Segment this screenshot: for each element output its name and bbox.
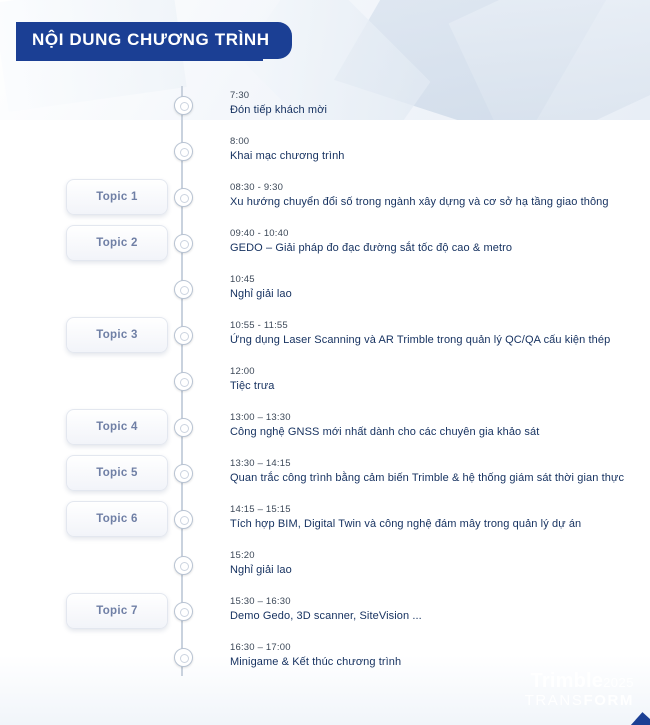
entry-description: Quan trắc công trình bằng cảm biến Trimble & hệ thống giám sát thời gian thực: [230, 472, 625, 484]
title-underline: [16, 59, 262, 61]
timeline-entry: [230, 596, 630, 624]
entry-time: 13:00 – 13:30: [230, 412, 291, 423]
timeline-entry: [230, 182, 630, 210]
entry-time: 16:30 – 17:00: [230, 642, 291, 653]
timeline-node-icon: [174, 188, 193, 207]
timeline-entry: [230, 320, 630, 348]
entry-time: 08:30 - 9:30: [230, 182, 284, 193]
timeline-node-icon: [174, 418, 193, 437]
timeline-row: [0, 314, 650, 358]
corner-stripe-blue: [422, 712, 650, 725]
timeline-entry: [230, 642, 630, 670]
timeline-row: [0, 130, 650, 174]
logo-brand-line: [525, 671, 634, 692]
trimble-logo: [525, 671, 634, 709]
timeline-node-icon: [174, 556, 193, 575]
entry-time: 14:15 – 15:15: [230, 504, 291, 515]
topic-badge[interactable]: Topic 5: [66, 455, 168, 491]
timeline-node-icon: [174, 648, 193, 667]
entry-description: Tích hợp BIM, Digital Twin và công nghệ đám mây trong quản lý dự án: [230, 518, 582, 530]
timeline-row: [0, 268, 650, 312]
timeline-node-icon: [174, 142, 193, 161]
timeline-node-icon: [174, 326, 193, 345]
logo-year: 2025: [603, 675, 634, 691]
timeline-node-icon: [174, 464, 193, 483]
timeline-entry: [230, 366, 630, 394]
page-title: NỘI DUNG CHƯƠNG TRÌNH: [16, 22, 292, 59]
timeline-row: [0, 360, 650, 404]
entry-time: 10:55 - 11:55: [230, 320, 288, 331]
entry-description: Công nghệ GNSS mới nhất dành cho các chuyên gia khảo sát: [230, 426, 540, 438]
topic-badge[interactable]: Topic 4: [66, 409, 168, 445]
timeline-node-icon: [174, 372, 193, 391]
entry-description: Khai mạc chương trình: [230, 150, 345, 162]
entry-description: Nghỉ giải lao: [230, 564, 292, 576]
timeline-row: [0, 84, 650, 128]
timeline-entry: [230, 504, 630, 532]
timeline-row: [0, 406, 650, 450]
timeline-row: [0, 222, 650, 266]
timeline-entry: [230, 458, 630, 486]
logo-subtitle: [525, 693, 634, 709]
entry-time: 09:40 - 10:40: [230, 228, 289, 239]
entry-description: Xu hướng chuyển đổi số trong ngành xây dựng và cơ sở hạ tầng giao thông: [230, 196, 609, 208]
entry-time: 15:30 – 16:30: [230, 596, 291, 607]
entry-description: Nghỉ giải lao: [230, 288, 292, 300]
timeline-row: [0, 176, 650, 220]
timeline-entry: [230, 412, 630, 440]
logo-subtitle-prefix: TRANS: [524, 692, 584, 710]
topic-badge[interactable]: Topic 7: [66, 593, 168, 629]
entry-time: 10:45: [230, 274, 255, 285]
timeline-node-icon: [174, 96, 193, 115]
topic-badge[interactable]: Topic 1: [66, 179, 168, 215]
timeline-entry: [230, 90, 630, 118]
entry-description: Minigame & Kết thúc chương trình: [230, 656, 402, 668]
page-title-bar: [16, 22, 292, 59]
entry-time: 7:30: [230, 90, 250, 101]
timeline-row: [0, 544, 650, 588]
entry-description: Đón tiếp khách mời: [230, 104, 328, 116]
timeline-row: [0, 498, 650, 542]
entry-description: Tiệc trưa: [230, 380, 275, 392]
entry-time: 8:00: [230, 136, 250, 147]
logo-subtitle-suffix: FORM: [583, 692, 634, 710]
entry-description: Ứng dụng Laser Scanning và AR Trimble trong quản lý QC/QA cấu kiện thép: [230, 334, 611, 346]
timeline-entry: [230, 228, 630, 256]
entry-time: 12:00: [230, 366, 255, 377]
timeline-node-icon: [174, 510, 193, 529]
timeline-node-icon: [174, 280, 193, 299]
timeline-node-icon: [174, 234, 193, 253]
timeline-node-icon: [174, 602, 193, 621]
topic-badge[interactable]: Topic 3: [66, 317, 168, 353]
entry-time: 15:20: [230, 550, 255, 561]
topic-badge[interactable]: Topic 6: [66, 501, 168, 537]
timeline-entry: [230, 550, 630, 578]
entry-time: 13:30 – 14:15: [230, 458, 291, 469]
topic-badge[interactable]: Topic 2: [66, 225, 168, 261]
entry-description: Demo Gedo, 3D scanner, SiteVision ...: [230, 610, 422, 622]
timeline-entry: [230, 274, 630, 302]
timeline-row: [0, 452, 650, 496]
timeline-row: [0, 590, 650, 634]
timeline-entry: [230, 136, 630, 164]
entry-description: GEDO – Giải pháp đo đạc đường sắt tốc độ cao & metro: [230, 242, 513, 254]
logo-brand: Trimble: [530, 670, 604, 693]
